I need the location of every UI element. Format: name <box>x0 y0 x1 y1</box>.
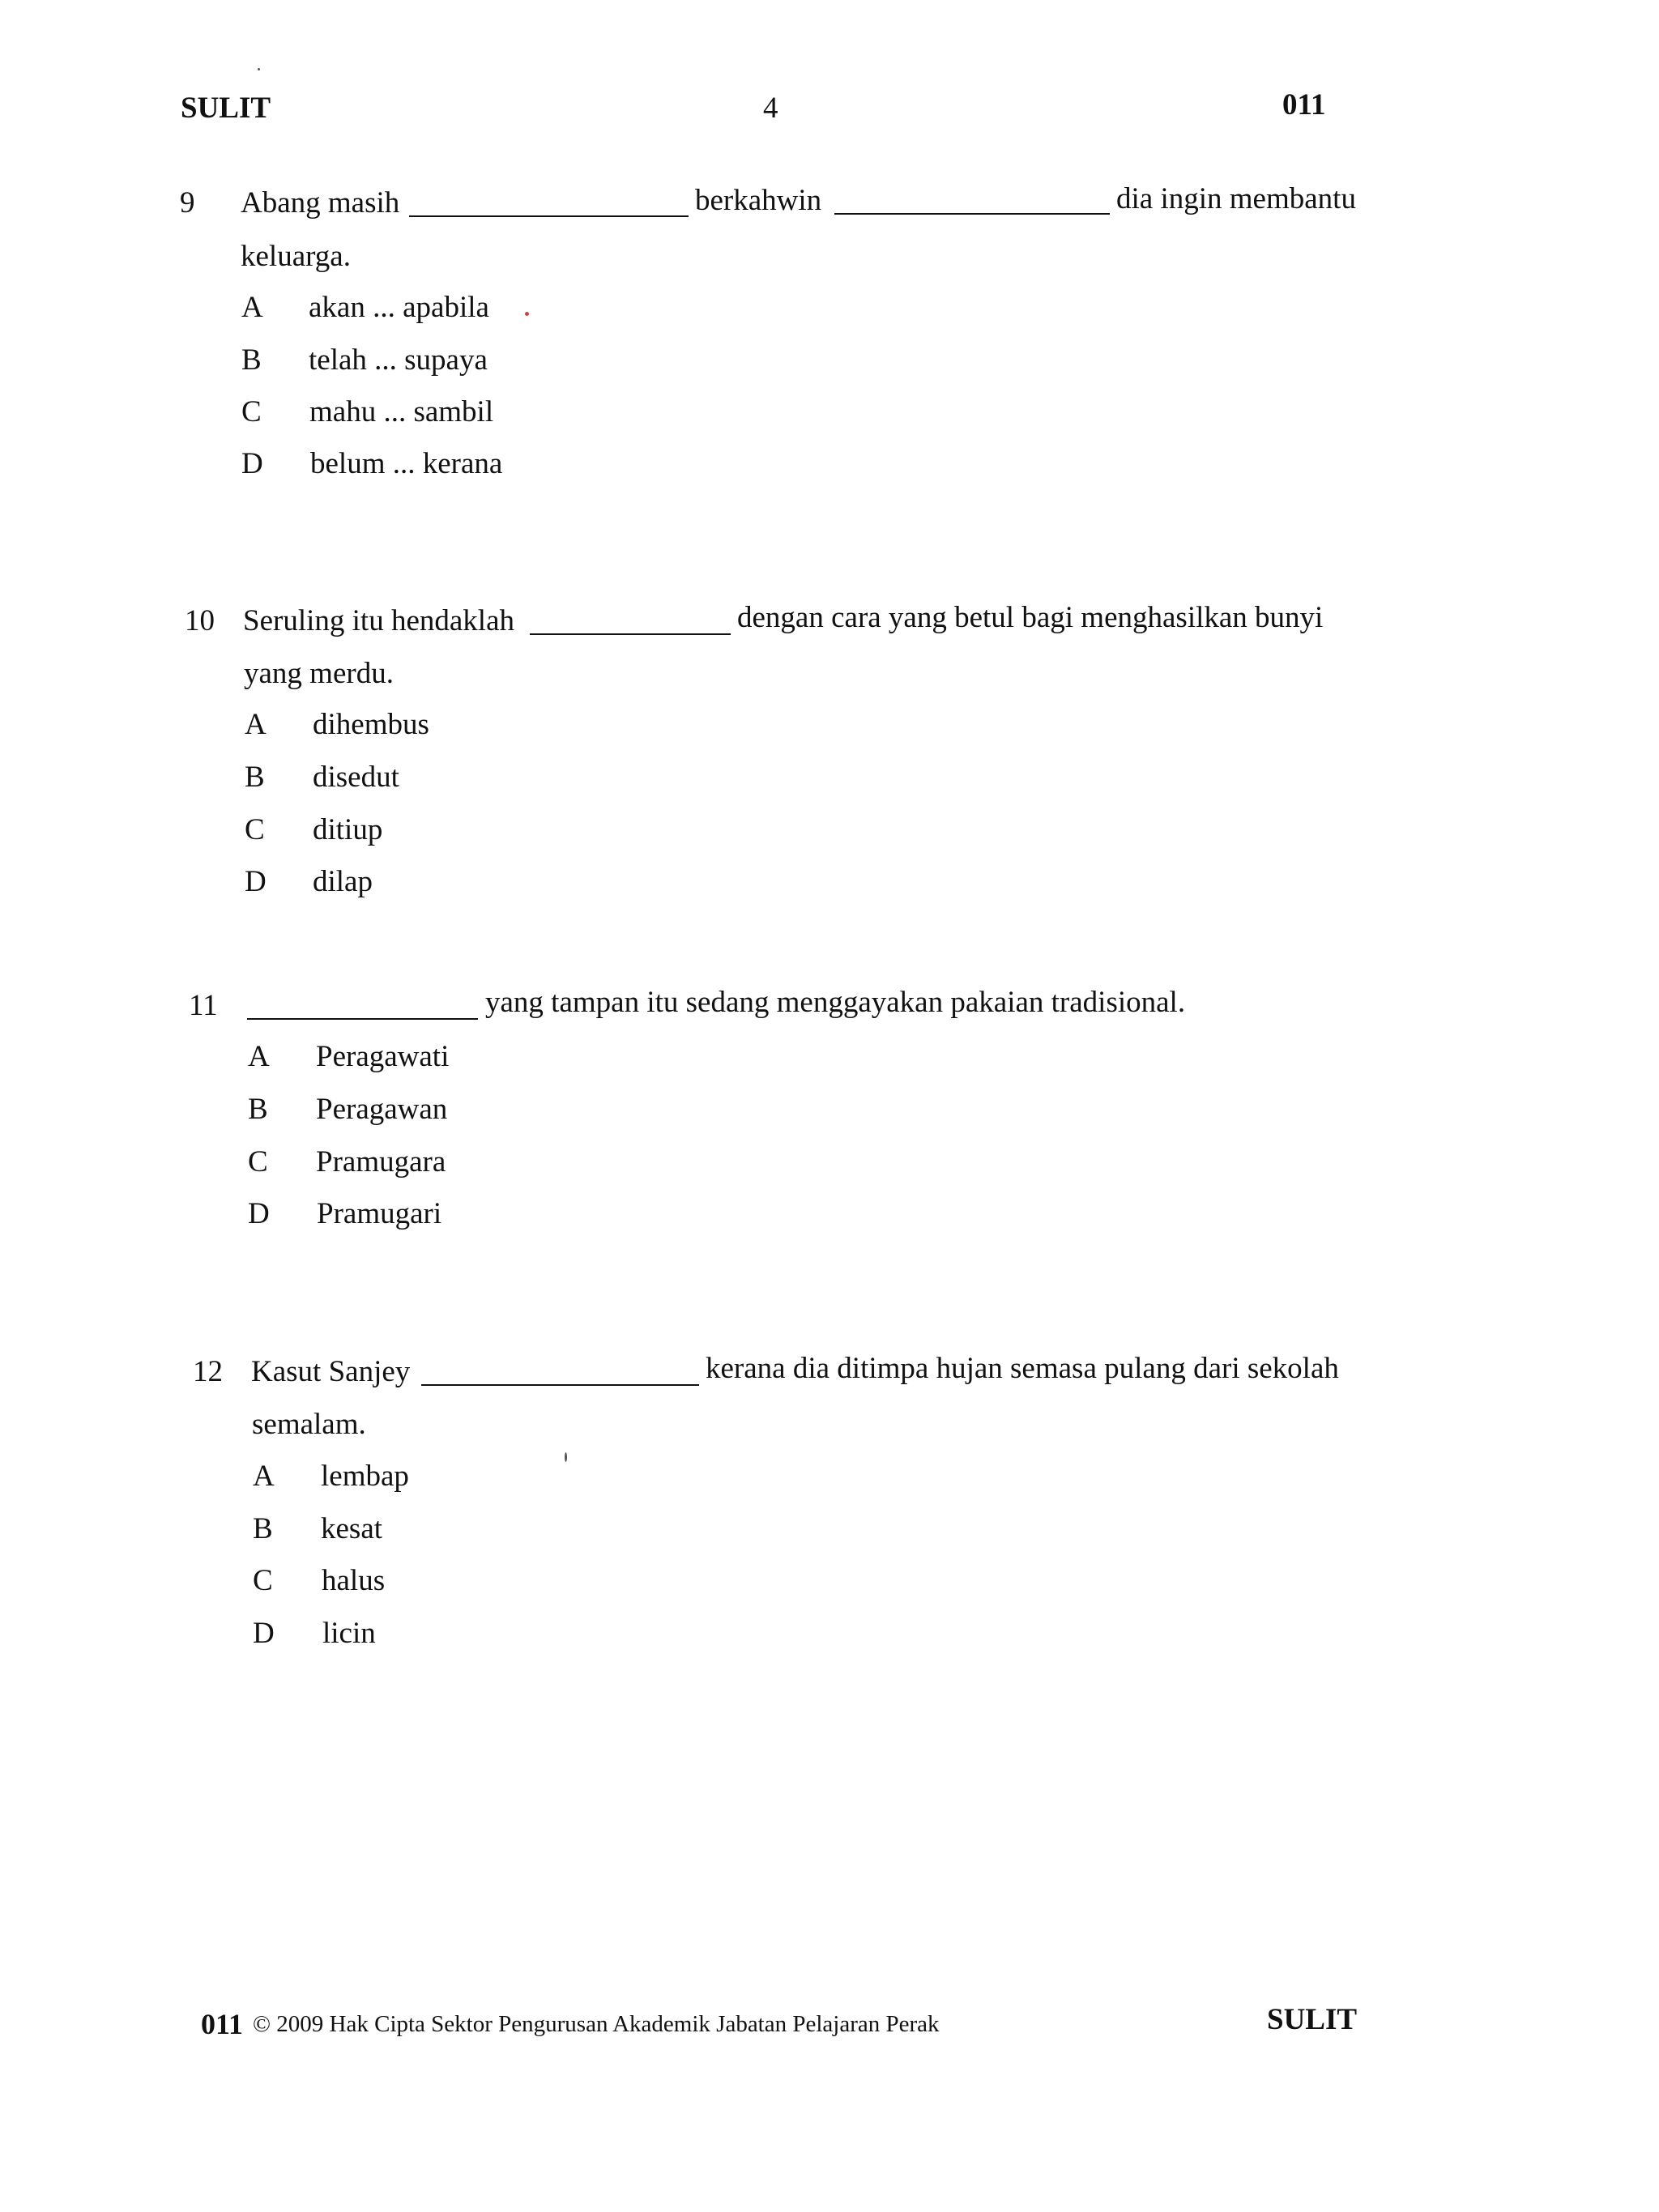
option-text: dihembus <box>313 708 429 741</box>
header-classification: SULIT <box>181 92 271 125</box>
option-letter: C <box>241 395 262 428</box>
option-letter: D <box>245 865 267 898</box>
question-text-continuation: keluarga. <box>241 240 351 273</box>
scan-speck <box>565 1452 567 1462</box>
question-text-part: Abang masih <box>241 186 400 219</box>
option-letter: A <box>245 708 267 741</box>
option-text: disedut <box>313 761 399 794</box>
option-letter: B <box>241 343 262 377</box>
option-letter: A <box>248 1040 270 1073</box>
option-text: ditiup <box>313 813 383 846</box>
option-letter: D <box>248 1197 270 1230</box>
option-text: dilap <box>313 865 373 898</box>
question-text-part: dengan cara yang betul bagi menghasilkan bunyi <box>737 601 1324 634</box>
answer-blank <box>834 213 1110 215</box>
question-text-part: berkahwin <box>695 184 822 217</box>
option-text: kesat <box>321 1512 383 1545</box>
option-letter: D <box>253 1617 275 1650</box>
option-letter: C <box>245 813 265 846</box>
option-letter: A <box>253 1460 275 1493</box>
scan-speck <box>258 68 260 70</box>
option-text: Peragawati <box>316 1040 450 1073</box>
answer-blank <box>530 633 731 635</box>
footer-copyright: © 2009 Hak Cipta Sektor Pengurusan Akademik Jabatan Pelajaran Perak <box>253 2011 940 2037</box>
question-number: 9 <box>180 186 195 219</box>
option-letter: A <box>241 291 263 324</box>
answer-blank <box>247 1018 478 1020</box>
question-text-part: Kasut Sanjey <box>251 1355 411 1388</box>
question-number: 12 <box>193 1355 223 1388</box>
option-text: licin <box>322 1617 376 1650</box>
question-text-part: Seruling itu hendaklah <box>243 604 514 637</box>
option-letter: D <box>241 447 263 480</box>
question-number: 10 <box>185 604 215 637</box>
answer-blank <box>421 1384 699 1386</box>
option-letter: B <box>248 1093 268 1126</box>
option-letter: C <box>248 1145 268 1178</box>
option-text: Peragawan <box>316 1093 448 1126</box>
option-letter: B <box>253 1512 273 1545</box>
option-text: Pramugari <box>317 1197 442 1230</box>
option-letter: B <box>245 761 265 794</box>
page-number: 4 <box>763 92 778 125</box>
question-text-part: yang tampan itu sedang menggayakan pakaian tradisional. <box>485 986 1186 1019</box>
answer-blank <box>409 215 689 217</box>
question-text-part: dia ingin membantu <box>1116 182 1356 215</box>
scan-speck <box>525 312 529 316</box>
question-text-continuation: semalam. <box>252 1408 366 1441</box>
option-text: mahu ... sambil <box>309 395 494 428</box>
question-number: 11 <box>189 989 218 1022</box>
option-letter: C <box>253 1564 273 1597</box>
option-text: akan ... apabila <box>309 291 489 324</box>
option-text: lembap <box>321 1460 409 1493</box>
paper-code: 011 <box>1282 88 1326 121</box>
question-text-continuation: yang merdu. <box>244 657 394 690</box>
footer-paper-code: 011 <box>201 2008 244 2040</box>
question-text-part: kerana dia ditimpa hujan semasa pulang dari sekolah <box>706 1352 1339 1385</box>
option-text: belum ... kerana <box>310 447 503 480</box>
option-text: Pramugara <box>316 1145 446 1178</box>
option-text: telah ... supaya <box>309 343 488 377</box>
option-text: halus <box>322 1564 386 1597</box>
footer-classification: SULIT <box>1267 2003 1358 2036</box>
